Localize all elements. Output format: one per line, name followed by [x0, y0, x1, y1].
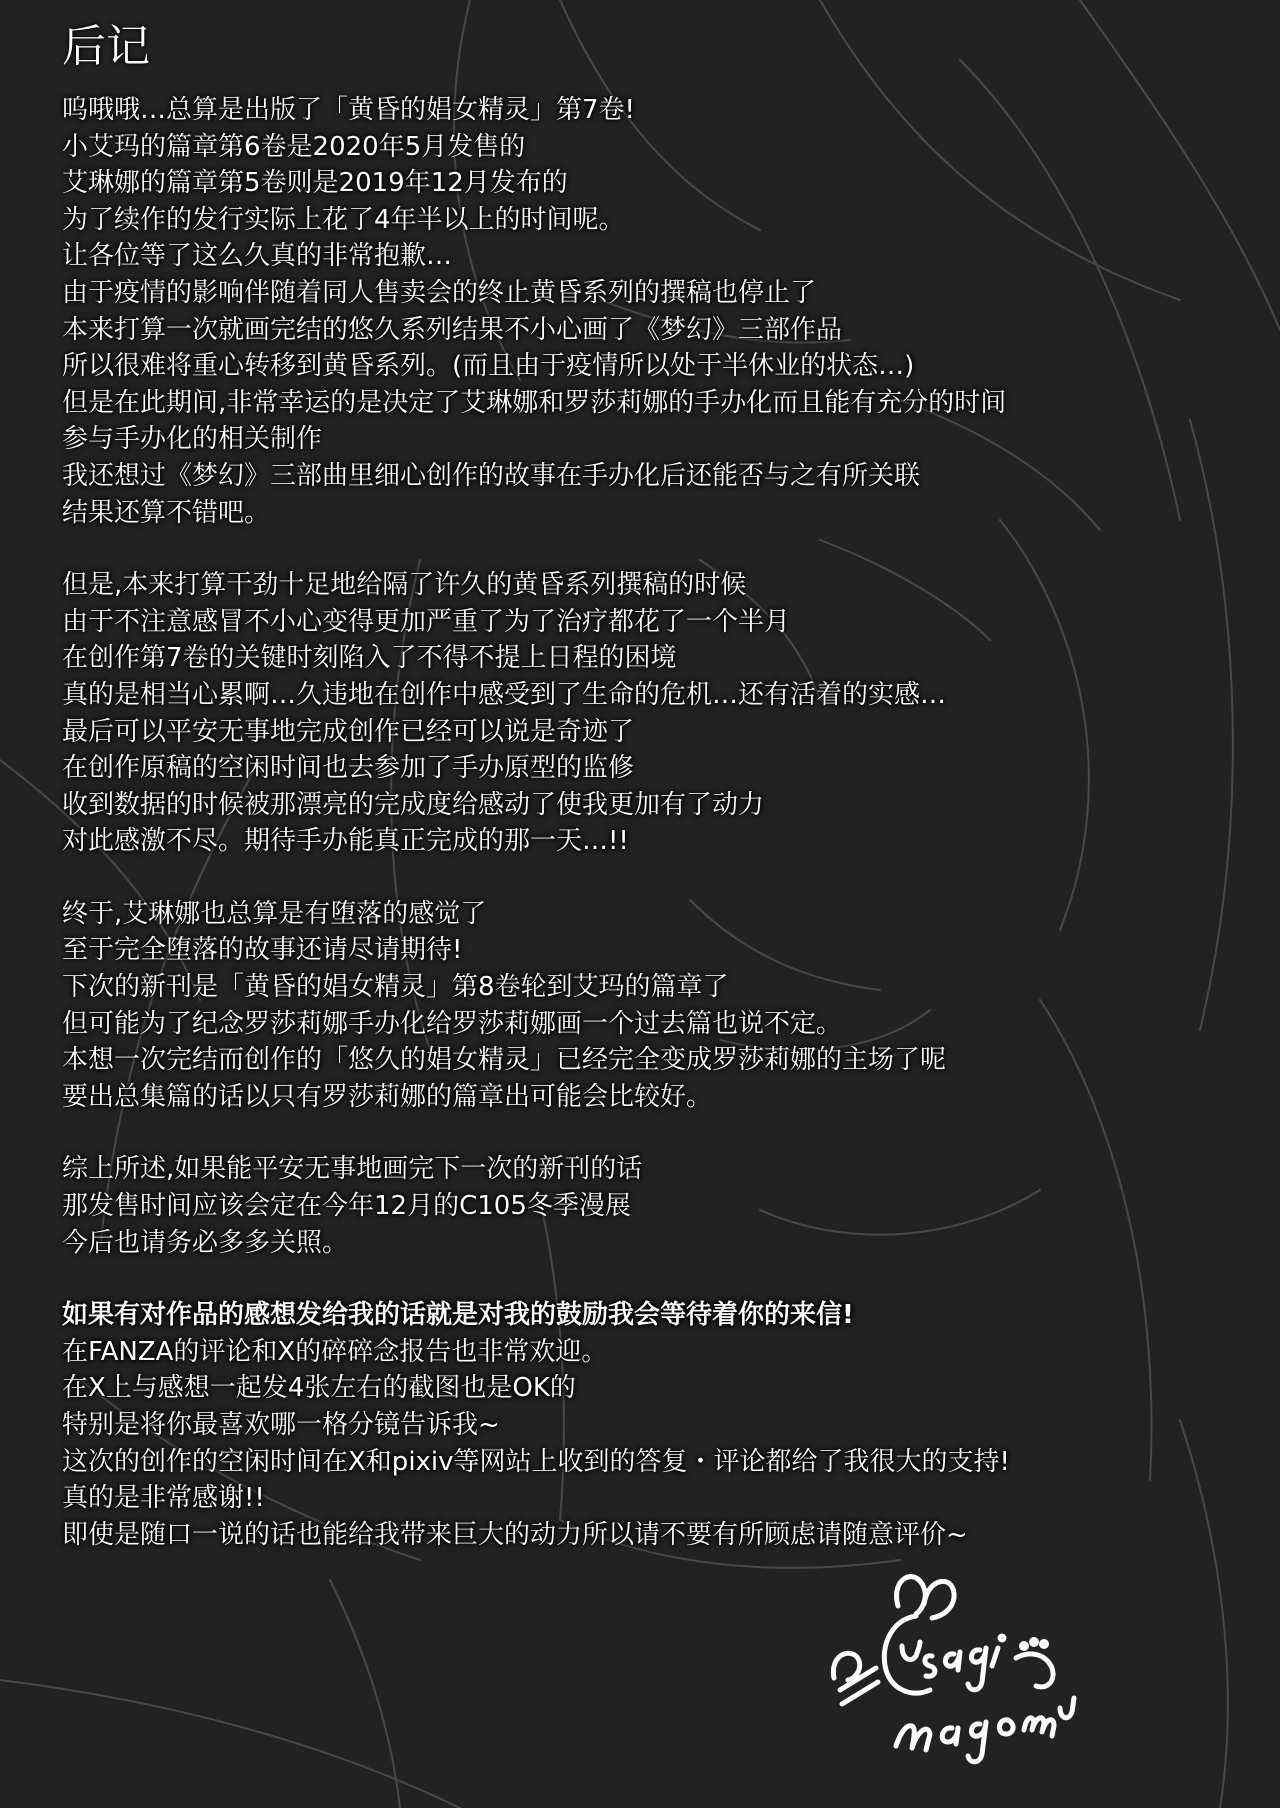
text-line: 特别是将你最喜欢哪一格分镜告诉我~	[62, 1410, 500, 1440]
text-line: 呜哦哦…总算是出版了「黄昏的娼女精灵」第7卷!	[62, 95, 635, 125]
rabbit-signature-icon	[820, 1558, 1080, 1788]
text-line: 我还想过《梦幻》三部曲里细心创作的故事在手办化后还能否与之有所关联	[62, 460, 921, 491]
paragraph-5	[62, 1297, 1222, 1553]
text-line: 这次的创作的空闲时间在X和pixiv等网站上收到的答复・评论都给了我很大的支持!	[62, 1446, 1010, 1477]
text-line: 本想一次完结而创作的「悠久的娼女精灵」已经完全变成罗莎莉娜的主场了呢	[62, 1045, 947, 1076]
text-line: 在X上与感想一起发4张左右的截图也是OK的	[62, 1373, 576, 1404]
text-line: 在创作原稿的空闲时间也去参加了手办原型的监修	[62, 753, 635, 784]
text-line: 即使是随口一说的话也能给我带来巨大的动力所以请不要有所顾虑请随意评价~	[62, 1519, 968, 1550]
text-line: 但可能为了纪念罗莎莉娜手办化给罗莎莉娜画一个过去篇也说不定。	[62, 1008, 843, 1039]
afterword-content	[62, 18, 1222, 1553]
text-line: 那发售时间应该会定在今年12月的C105冬季漫展	[62, 1191, 631, 1222]
text-line: 至于完全堕落的故事还请尽请期待!	[62, 935, 463, 966]
paragraph-1	[62, 92, 1222, 531]
text-line: 由于不注意感冒不小心变得更加严重了为了治疗都花了一个半月	[62, 606, 791, 637]
page-title: 后记	[62, 21, 150, 72]
paragraph-3	[62, 896, 1222, 1116]
text-line: 今后也请务必多多关照。	[62, 1227, 349, 1258]
text-line: 要出总集篇的话以只有罗莎莉娜的篇章出可能会比较好。	[62, 1081, 713, 1112]
text-line: 下次的新刊是「黄昏的娼女精灵」第8卷轮到艾玛的篇章了	[62, 972, 729, 1003]
text-line: 由于疫情的影响伴随着同人售卖会的终止黄昏系列的撰稿也停止了	[62, 277, 817, 308]
text-line: 参与手办化的相关制作	[62, 424, 323, 455]
text-line: 为了续作的发行实际上花了4年半以上的时间呢。	[62, 204, 625, 235]
text-line: 本来打算一次就画完结的悠久系列结果不小心画了《梦幻》三部作品	[62, 314, 843, 345]
text-line: 在FANZA的评论和X的碎碎念报告也非常欢迎。	[62, 1336, 608, 1367]
text-line: 最后可以平安无事地完成创作已经可以说是奇迹了	[62, 716, 635, 747]
text-line: 在创作第7卷的关键时刻陷入了不得不提上日程的困境	[62, 643, 677, 674]
paragraph-4	[62, 1151, 1222, 1261]
text-line-emphasis: 如果有对作品的感想发给我的话就是对我的鼓励我会等待着你的来信!	[62, 1300, 854, 1331]
text-line: 终于,艾琳娜也总算是有堕落的感觉了	[62, 898, 487, 929]
paragraph-2	[62, 567, 1222, 860]
text-line: 但是在此期间,非常幸运的是决定了艾琳娜和罗莎莉娜的手办化而且能有充分的时间	[62, 387, 1007, 418]
text-line: 真的是非常感谢!!	[62, 1483, 265, 1514]
text-line: 对此感激不尽。期待手办能真正完成的那一天…!!	[62, 826, 629, 857]
text-line: 真的是相当心累啊…久违地在创作中感受到了生命的危机…还有活着的实感…	[62, 679, 947, 710]
text-line: 艾琳娜的篇章第5卷则是2019年12月发布的	[62, 168, 568, 199]
text-line: 所以很难将重心转移到黄昏系列。(而且由于疫情所以处于半休业的状态…)	[62, 351, 915, 382]
text-line: 综上所述,如果能平安无事地画完下一次的新刊的话	[62, 1154, 643, 1185]
text-line: 收到数据的时候被那漂亮的完成度给感动了使我更加有了动力	[62, 789, 765, 820]
text-line: 结果还算不错吧。	[62, 497, 271, 528]
text-line: 但是,本来打算干劲十足地给隔了许久的黄昏系列撰稿的时候	[62, 570, 747, 601]
text-line: 让各位等了这么久真的非常抱歉…	[62, 241, 453, 272]
text-line: 小艾玛的篇章第6卷是2020年5月发售的	[62, 131, 526, 162]
